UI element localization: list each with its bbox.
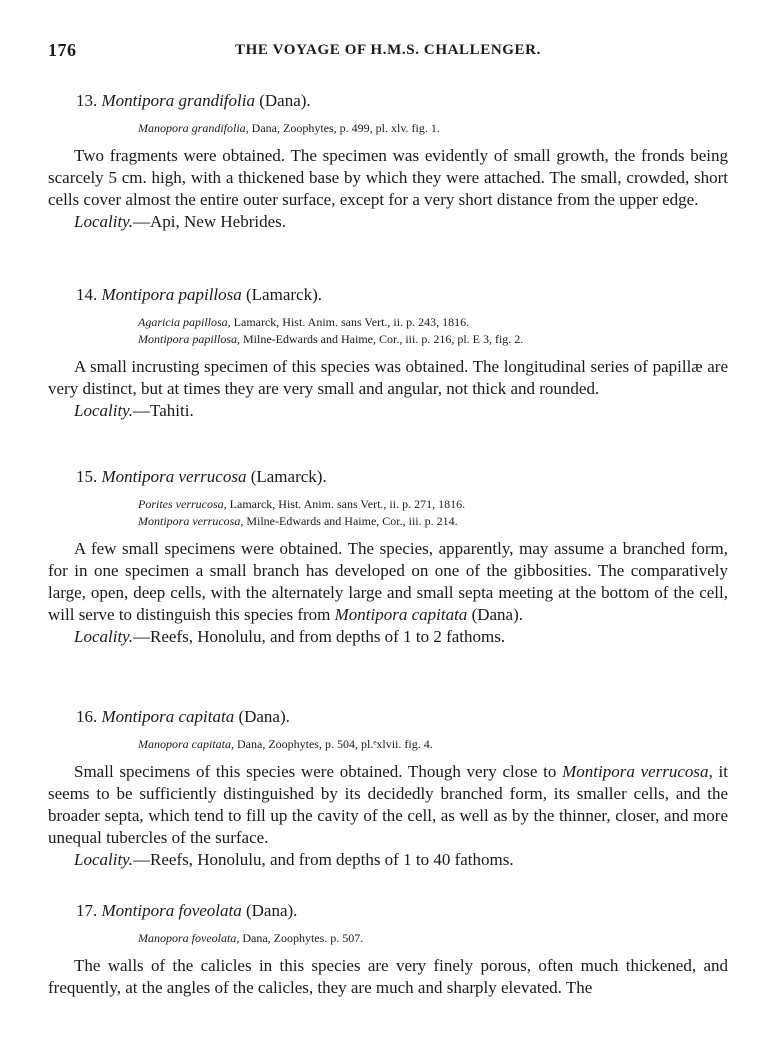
synonym-citation: Dana, Zoophytes. p. 507. <box>242 931 364 945</box>
locality-label: Locality. <box>74 401 134 420</box>
description-text: , it seems to be sufficiently distinguished by its decidedly branched form, its smaller cells, and the broader septa, which tend to fill up the cavity of the cell, as well as by the thinner, closer, and more unequal tubercles of the surface. <box>48 762 728 847</box>
species-name: Montipora papillosa <box>101 285 242 304</box>
description-text: A few small specimens were obtained. The species, apparently, may assume a branched form, for in one specimen a small branch has developed on one of the gibbosities. The comparatively large, open, deep cells, with the alternately large and small septa meeting at the bottom of the cell, will serve to distinguish this species from <box>48 539 728 624</box>
species-reference: Montipora verrucosa <box>562 762 709 781</box>
locality-line <box>48 849 728 871</box>
entry-number: 13. <box>76 91 98 110</box>
synonym-line <box>138 736 728 753</box>
synonymy <box>48 314 728 348</box>
entry-13 <box>48 90 728 233</box>
entry-number: 14. <box>76 285 98 304</box>
species-authority: (Dana). <box>259 91 311 110</box>
species-authority: (Lamarck). <box>246 285 322 304</box>
entry-heading <box>48 90 728 112</box>
species-name: Montipora grandifolia <box>101 91 255 110</box>
synonym-line <box>138 314 728 331</box>
synonymy <box>48 120 728 137</box>
synonym-name: Montipora papillosa, <box>138 332 241 346</box>
entry-description <box>48 145 728 211</box>
entry-description <box>48 356 728 400</box>
entry-heading <box>48 706 728 728</box>
locality-value: —Reefs, Honolulu, and from depths of 1 to 40 fathoms. <box>133 850 514 869</box>
entry-heading <box>48 284 728 306</box>
description-text: Small specimens of this species were obtained. Though very close to <box>74 762 563 781</box>
synonym-name: Agaricia papillosa, <box>138 315 231 329</box>
synonym-name: Manopora capitata, <box>138 737 234 751</box>
synonym-name: Manopora grandifolia, <box>138 121 249 135</box>
entry-number: 16. <box>76 707 98 726</box>
locality-value: —Reefs, Honolulu, and from depths of 1 to 2 fathoms. <box>133 627 506 646</box>
entry-description <box>48 761 728 849</box>
description-text: A small incrusting specimen of this species was obtained. The longitudinal series of papillæ are very distinct, but at times they are very small and angular, not thick and rounded. <box>48 357 728 398</box>
page-number: 176 <box>48 40 77 60</box>
entry-16 <box>48 706 728 871</box>
entry-17 <box>48 900 728 999</box>
locality-value: —Tahiti. <box>133 401 194 420</box>
description-text: Two fragments were obtained. The specimen was evidently of small growth, the fronds being scarcely 5 cm. high, with a thickened base by which they were attached. The small, crowded, short cells cover almost the entire outer surface, except for a very short distance from the upper edge. <box>48 146 728 209</box>
synonymy <box>48 736 728 753</box>
species-authority: (Dana). <box>245 901 298 920</box>
entry-number: 15. <box>76 467 98 486</box>
running-head <box>48 40 728 64</box>
locality-value: —Api, New Hebrides. <box>133 212 286 231</box>
synonym-citation: Dana, Zoophytes, p. 504, pl.ᵉxlvii. fig. 4. <box>237 737 433 751</box>
synonymy <box>48 930 728 947</box>
synonym-citation: Lamarck, Hist. Anim. sans Vert., ii. p. 243, 1816. <box>233 315 470 329</box>
synonym-line <box>138 930 728 947</box>
running-title: THE VOYAGE OF H.M.S. CHALLENGER. <box>235 42 541 58</box>
synonym-name: Montipora verrucosa, <box>138 514 244 528</box>
synonym-name: Porites verrucosa, <box>138 497 227 511</box>
synonym-line <box>138 513 728 530</box>
locality-line <box>48 211 728 233</box>
locality-label: Locality. <box>74 850 134 869</box>
locality-line <box>48 626 728 648</box>
locality-line <box>48 400 728 422</box>
entry-number: 17. <box>76 901 98 920</box>
entry-15 <box>48 466 728 648</box>
locality-label: Locality. <box>74 212 134 231</box>
synonym-citation: Dana, Zoophytes, p. 499, pl. xlv. fig. 1. <box>251 121 440 135</box>
species-authority: (Lamarck). <box>250 467 327 486</box>
species-reference: Montipora capitata <box>334 605 468 624</box>
species-name: Montipora verrucosa <box>101 467 247 486</box>
synonym-name: Manopora foveolata, <box>138 931 240 945</box>
description-text: The walls of the calicles in this species are very finely porous, often much thickened, and frequently, at the angles of the calicles, they are much and sharply elevated. The <box>48 956 728 997</box>
description-text: (Dana). <box>467 605 524 624</box>
species-name: Montipora foveolata <box>101 901 242 920</box>
entry-14 <box>48 284 728 422</box>
species-name: Montipora capitata <box>101 707 235 726</box>
synonym-line <box>138 331 728 348</box>
entry-heading <box>48 900 728 922</box>
entry-description <box>48 538 728 626</box>
synonym-citation: Milne-Edwards and Haime, Cor., iii. p. 214. <box>246 514 458 528</box>
species-authority: (Dana). <box>238 707 290 726</box>
synonym-citation: Milne-Edwards and Haime, Cor., iii. p. 216, pl. E 3, fig. 2. <box>243 332 524 346</box>
synonym-citation: Lamarck, Hist. Anim. sans Vert., ii. p. 271, 1816. <box>229 497 466 511</box>
locality-label: Locality. <box>74 627 134 646</box>
synonym-line <box>138 120 728 137</box>
synonymy <box>48 496 728 530</box>
entry-description <box>48 955 728 999</box>
entry-heading <box>48 466 728 488</box>
synonym-line <box>138 496 728 513</box>
